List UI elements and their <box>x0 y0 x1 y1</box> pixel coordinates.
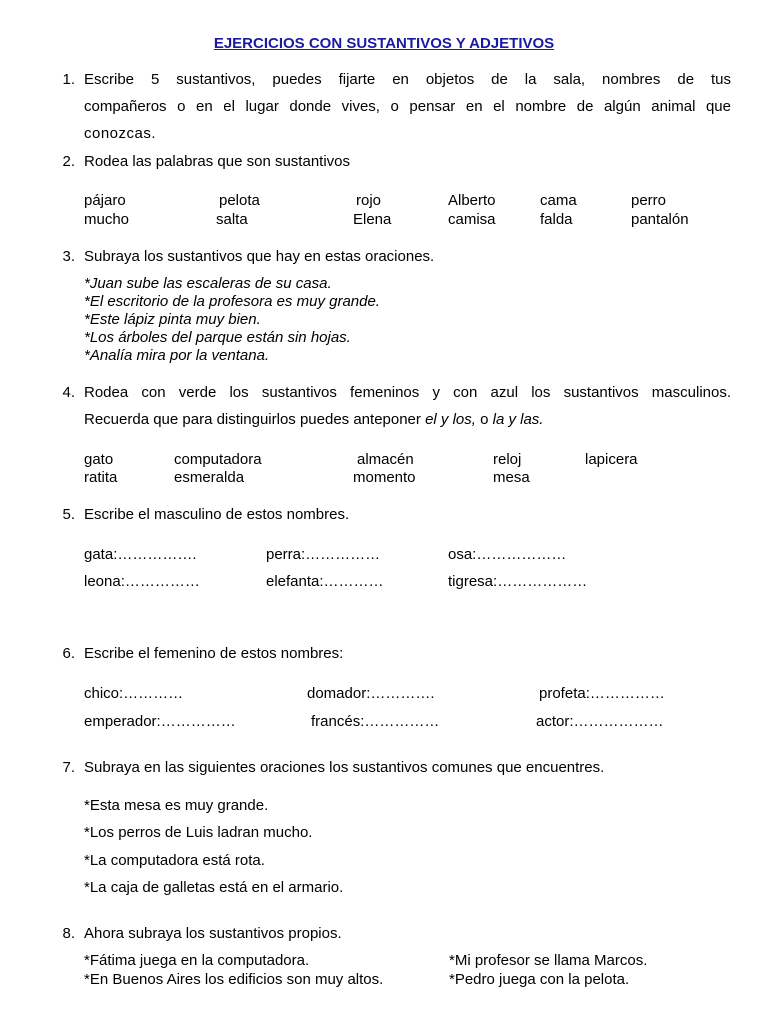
sentence: *Esta mesa es muy grande. <box>84 797 269 814</box>
sentence: *Los perros de Luis ladran mucho. <box>84 824 313 841</box>
exercise-4-line-1: Rodea con verde los sustantivos femeninos y con azul los sustantivos masculinos. <box>84 384 731 401</box>
exercise-5-instruction: Escribe el masculino de estos nombres. <box>84 506 350 523</box>
word-item: pelota <box>219 192 260 209</box>
fill-in-item: actor:……………… <box>536 713 664 730</box>
fill-in-item: emperador:…………… <box>84 713 236 730</box>
exercise-8-instruction: Ahora subraya los sustantivos propios. <box>84 925 342 942</box>
word-item: rojo <box>356 192 382 209</box>
exercise-1-instruction <box>84 66 731 147</box>
word-item: ratita <box>84 469 118 486</box>
exercise-3-instruction: Subraya los sustantivos que hay en estas oraciones. <box>84 248 435 265</box>
exercise-8-number: 8. <box>62 925 75 942</box>
exercise-7-instruction: Subraya en las siguientes oraciones los sustantivos comunes que encuentres. <box>84 759 605 776</box>
sentence: *Los árboles del parque están sin hojas. <box>84 329 351 346</box>
sentence: *En Buenos Aires los edificios son muy altos. <box>84 971 384 988</box>
sentence: *Este lápiz pinta muy bien. <box>84 311 261 328</box>
fill-in-item: perra:…………… <box>266 546 381 563</box>
page-title: EJERCICIOS CON SUSTANTIVOS Y ADJETIVOS <box>213 35 555 52</box>
word-item: perro <box>631 192 667 209</box>
fill-in-item: chico:………… <box>84 685 184 702</box>
exercise-4-line-2-pre: Recuerda que para distinguirlos puedes anteponer <box>84 411 426 428</box>
word-item: reloj <box>493 451 522 468</box>
word-item: Elena <box>353 211 392 228</box>
exercise-3-number: 3. <box>62 248 75 265</box>
sentence: *Juan sube las escaleras de su casa. <box>84 275 332 292</box>
fill-in-item: elefanta:………… <box>266 573 384 590</box>
exercise-1-line-2: compañeros o en el lugar donde vives, o pensar en el nombre de algún animal que <box>84 98 731 115</box>
word-item: lapicera <box>585 451 638 468</box>
exercise-4-article-fem: la y las. <box>492 411 544 428</box>
word-item: computadora <box>174 451 262 468</box>
exercise-6-instruction: Escribe el femenino de estos nombres: <box>84 645 344 662</box>
sentence: *El escritorio de la profesora es muy grande. <box>84 293 380 310</box>
exercise-4-article-masc: el y los, <box>425 411 476 428</box>
word-item: gato <box>84 451 114 468</box>
exercise-4-line-2-mid: o <box>475 411 493 428</box>
exercise-6-number: 6. <box>62 645 75 662</box>
fill-in-item: tigresa:……………… <box>448 573 588 590</box>
exercise-5-number: 5. <box>62 506 75 523</box>
exercise-1-number: 1. <box>62 71 75 88</box>
exercise-4-instruction <box>84 379 731 433</box>
sentence: *Analía mira por la ventana. <box>84 347 270 364</box>
word-item: pájaro <box>84 192 126 209</box>
fill-in-item: leona:…………… <box>84 573 200 590</box>
sentence: *La computadora está rota. <box>84 852 265 869</box>
fill-in-item: profeta:…………… <box>539 685 665 702</box>
exercise-4-number: 4. <box>62 384 75 401</box>
sentence: *Fátima juega en la computadora. <box>84 952 310 969</box>
word-item: almacén <box>357 451 414 468</box>
fill-in-item: francés:…………… <box>311 713 440 730</box>
exercise-1-line-1: Escribe 5 sustantivos, puedes fijarte en objetos de la sala, nombres de tus <box>84 71 731 88</box>
fill-in-item: gata:……………. <box>84 546 197 563</box>
word-item: mesa <box>493 469 530 486</box>
word-item: esmeralda <box>174 469 245 486</box>
sentence: *Mi profesor se llama Marcos. <box>449 952 648 969</box>
exercise-1-line-3: conozcas. <box>84 125 157 142</box>
exercise-4-line-2 <box>84 406 731 433</box>
word-item: cama <box>540 192 577 209</box>
sentence: *La caja de galletas está en el armario. <box>84 879 344 896</box>
sentence: *Pedro juega con la pelota. <box>449 971 630 988</box>
exercise-2-instruction: Rodea las palabras que son sustantivos <box>84 153 351 170</box>
word-item: momento <box>353 469 416 486</box>
exercise-7-number: 7. <box>62 759 75 776</box>
word-item: salta <box>216 211 248 228</box>
word-item: pantalón <box>631 211 689 228</box>
fill-in-item: domador:…………. <box>307 685 435 702</box>
word-item: camisa <box>448 211 496 228</box>
word-item: mucho <box>84 211 130 228</box>
fill-in-item: osa:……………… <box>448 546 567 563</box>
word-item: falda <box>540 211 573 228</box>
exercise-2-number: 2. <box>62 153 75 170</box>
word-item: Alberto <box>448 192 496 209</box>
